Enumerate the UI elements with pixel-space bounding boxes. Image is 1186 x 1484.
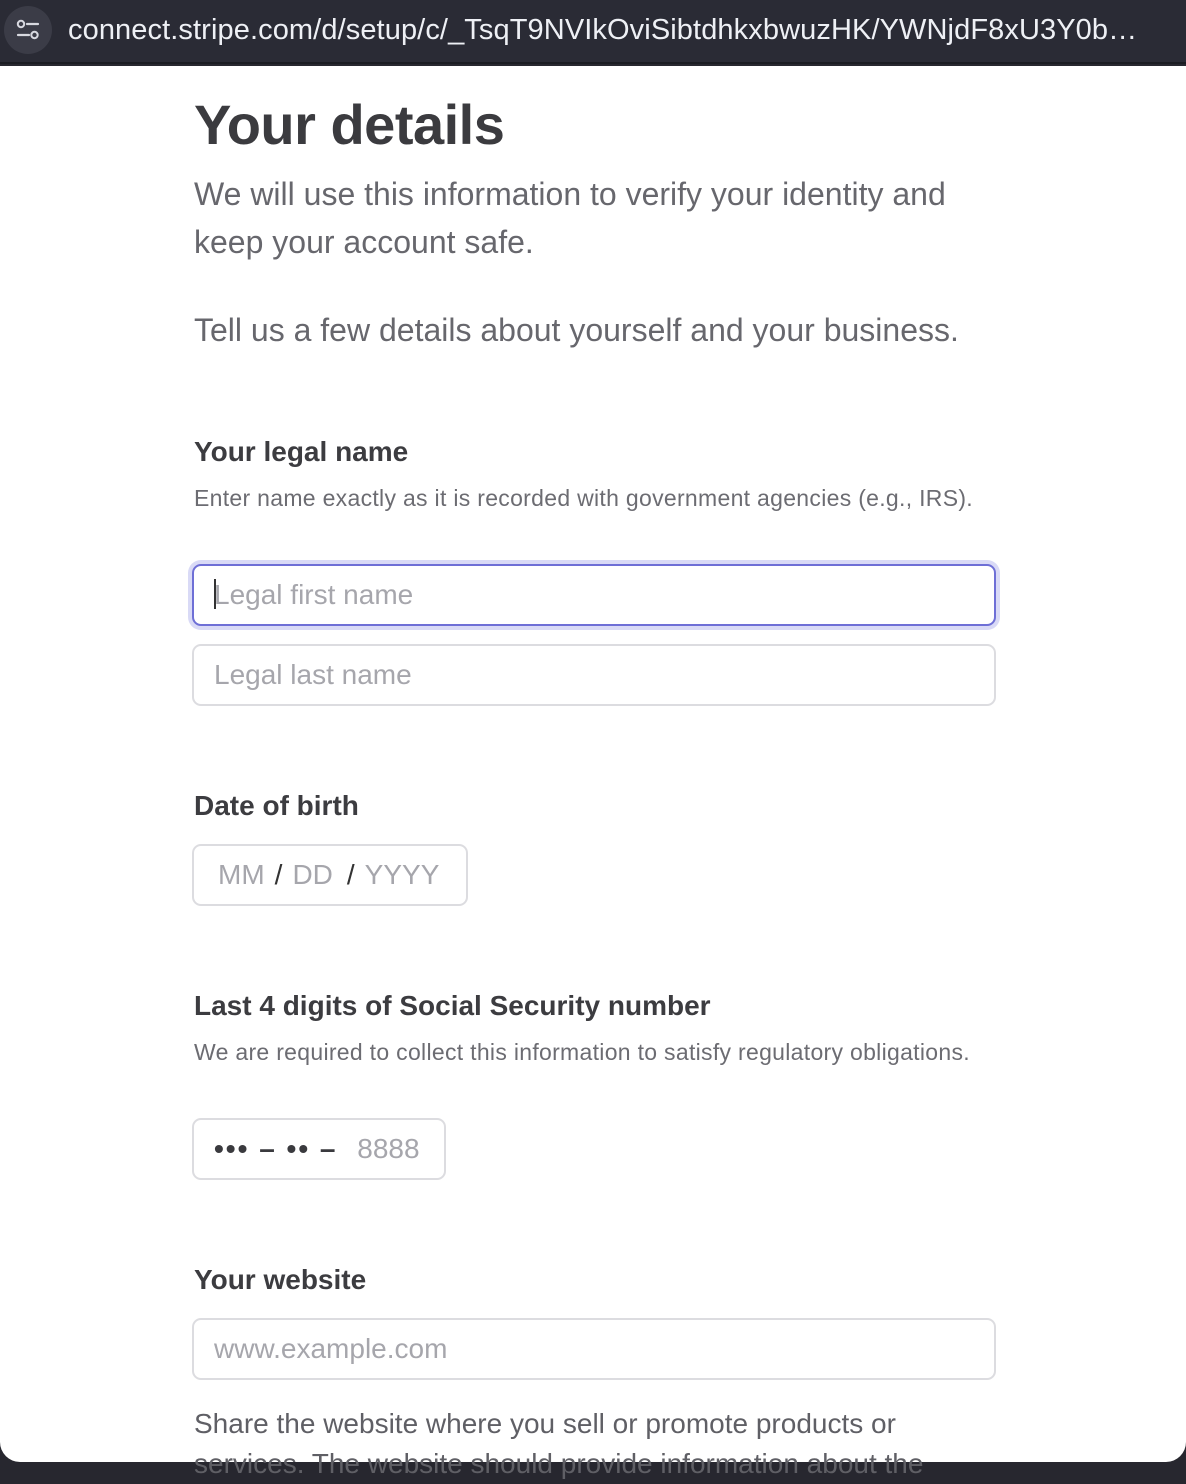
url-text[interactable]: connect.stripe.com/d/setup/c/_TsqT9NVIkOviSibtdhkxbwuzHK/YWNjdF8xU3Y0b…: [68, 14, 1138, 46]
browser-address-bar: [0, 0, 1186, 64]
dob-day-placeholder: DD: [292, 859, 333, 890]
ssn-helper: We are required to collect this information to satisfy regulatory obligations.: [194, 1039, 970, 1065]
legal-last-name-placeholder: Legal last name: [214, 659, 412, 690]
dob-month-placeholder: MM: [218, 859, 265, 890]
tune-icon: [16, 18, 40, 42]
dob-separator: /: [274, 859, 283, 890]
intro-text: We will use this information to verify your identity and keep your account safe.: [194, 176, 946, 260]
legal-first-name-input[interactable]: [192, 564, 996, 626]
site-info-button[interactable]: [4, 6, 52, 54]
legal-name-helper: Enter name exactly as it is recorded with government agencies (e.g., IRS).: [194, 485, 973, 511]
website-input[interactable]: [192, 1318, 996, 1380]
website-placeholder: www.example.com: [214, 1333, 448, 1364]
legal-last-name-input[interactable]: [192, 644, 996, 706]
ssn-label: Last 4 digits of Social Security number: [194, 990, 711, 1021]
page-title: Your details: [194, 93, 505, 156]
legal-first-name-placeholder: Legal first name: [214, 579, 414, 610]
intro-text-secondary: Tell us a few details about yourself and your business.: [194, 312, 959, 348]
ssn-placeholder: 8888: [357, 1133, 420, 1164]
dob-year-placeholder: YYYY: [364, 859, 440, 890]
ssn-last4-input[interactable]: [192, 1118, 446, 1180]
ssn-mask: ••• – •• –: [214, 1133, 338, 1164]
legal-name-label: Your legal name: [194, 436, 409, 467]
dob-input[interactable]: [192, 844, 468, 906]
dob-separator: /: [346, 859, 355, 890]
website-label: Your website: [194, 1264, 367, 1295]
dob-label: Date of birth: [194, 790, 359, 821]
website-helper: Share the website where you sell or promote products or services. The website should provide information about the: [194, 1408, 924, 1479]
page-content: [0, 66, 1186, 1479]
